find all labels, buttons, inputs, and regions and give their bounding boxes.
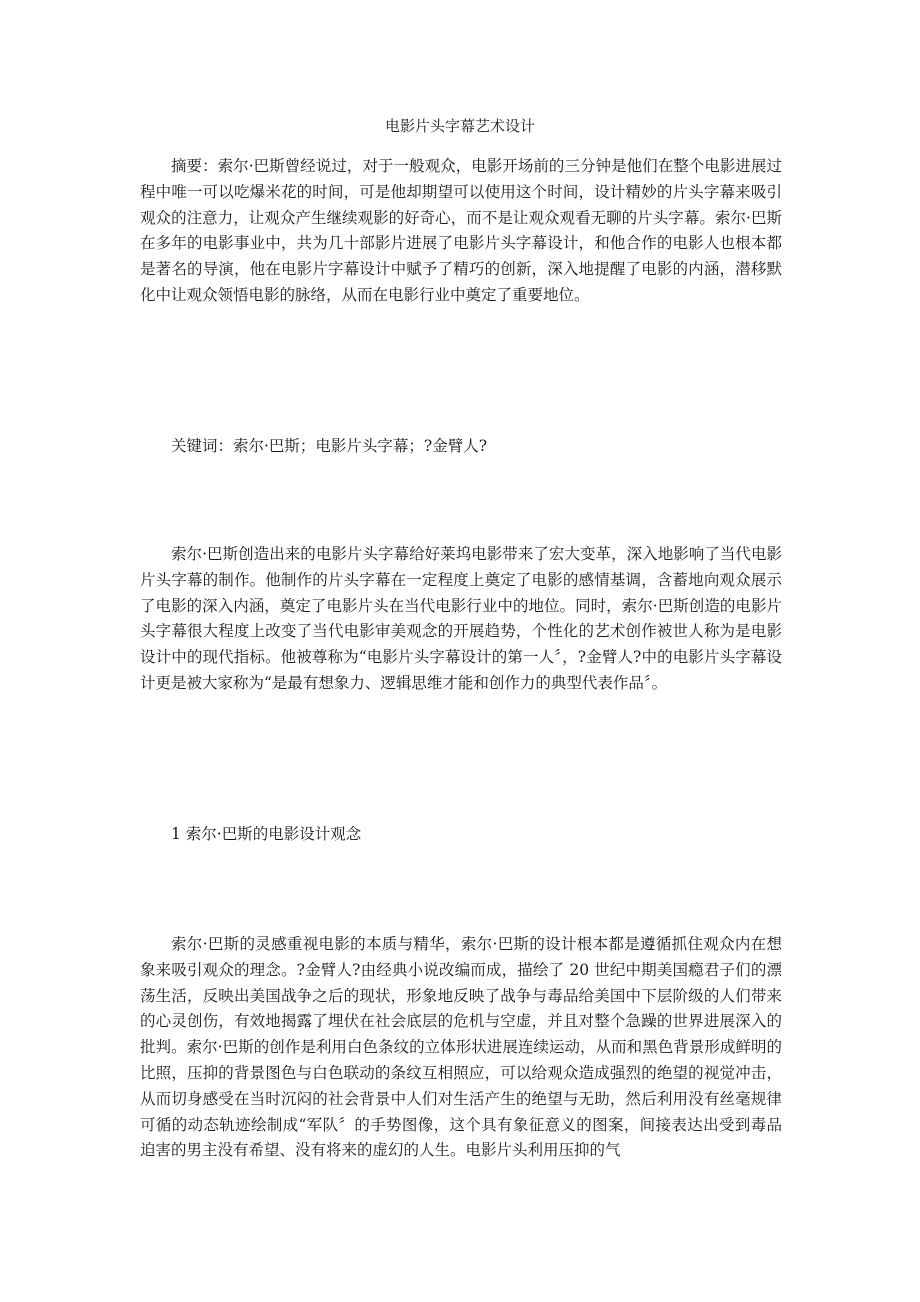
keywords-paragraph: 关键词：索尔·巴斯；电影片头字幕；?金臂人?: [171, 437, 488, 455]
section-heading: 1 索尔·巴斯的电影设计观念: [171, 825, 362, 843]
document-title: 电影片头字幕艺术设计: [384, 117, 535, 135]
intro-paragraph: 索尔·巴斯创造出来的电影片头字幕给好莱坞电影带来了宏大变革，深入地影响了当代电影片头字幕的制作。他制作的片头字幕在一定程度上奠定了电影的感情基调，含蓄地向观众展示了电影的深入内涵，奠定了电影片头在当代电影行业中的地位。同时，索尔·巴斯创造的电影片头字幕很大程度上改变了当代电影审美观念的开展趋势，个性化的艺术创作被世人称为是电影设计中的现代指标。他被尊称为“电影片头字幕设计的第一人〞，?金臂人?中的电影片头字幕设计更是被大家称为“是最有想象力、逻辑思维才能和创作力的典型代表作品〞。: [140, 545, 782, 692]
body-paragraph: 索尔·巴斯的灵感重视电影的本质与精华，索尔·巴斯的设计根本都是遵循抓住观众内在想象来吸引观众的理念。?金臂人?由经典小说改编而成，描绘了 20 世纪中期美国瘾君子们的漂荡生活，反映出美国战争之后的现状，形象地反映了战争与毒品给美国中下层阶级的人们带来的心灵创伤，有效地揭露了埋伏在社会底层的危机与空虚，并且对整个急躁的世界进展深入的批判。索尔·巴斯的创作是利用白色条纹的立体形状进展连续运动，从而和黑色背景形成鲜明的比照，压抑的背景图色与白色联动的条纹互相照应，可以给观众造成强烈的绝望的视觉冲击，从而切身感受在当时沉闷的社会背景中人们对生活产生的绝望与无助，然后利用没有丝毫规律可循的动态轨迹绘制成“军队〞的手势图像，这个具有象征意义的图案，间接表达出受到毒品迫害的男主没有希望、没有将来的虚幻的人生。电影片头利用压抑的气: [140, 935, 782, 1160]
abstract-paragraph: 摘要：索尔·巴斯曾经说过，对于一般观众，电影开场前的三分钟是他们在整个电影进展过程中唯一可以吃爆米花的时间，可是他却期望可以使用这个时间，设计精妙的片头字幕来吸引观众的注意力，让观众产生继续观影的好奇心，而不是让观众观看无聊的片头字幕。索尔·巴斯在多年的电影事业中，共为几十部影片进展了电影片头字幕设计，和他合作的电影人也根本都是著名的导演，他在电影片字幕设计中赋予了精巧的创新，深入地提醒了电影的内涵，潜移默化中让观众领悟电影的脉络，从而在电影行业中奠定了重要地位。: [140, 157, 782, 304]
